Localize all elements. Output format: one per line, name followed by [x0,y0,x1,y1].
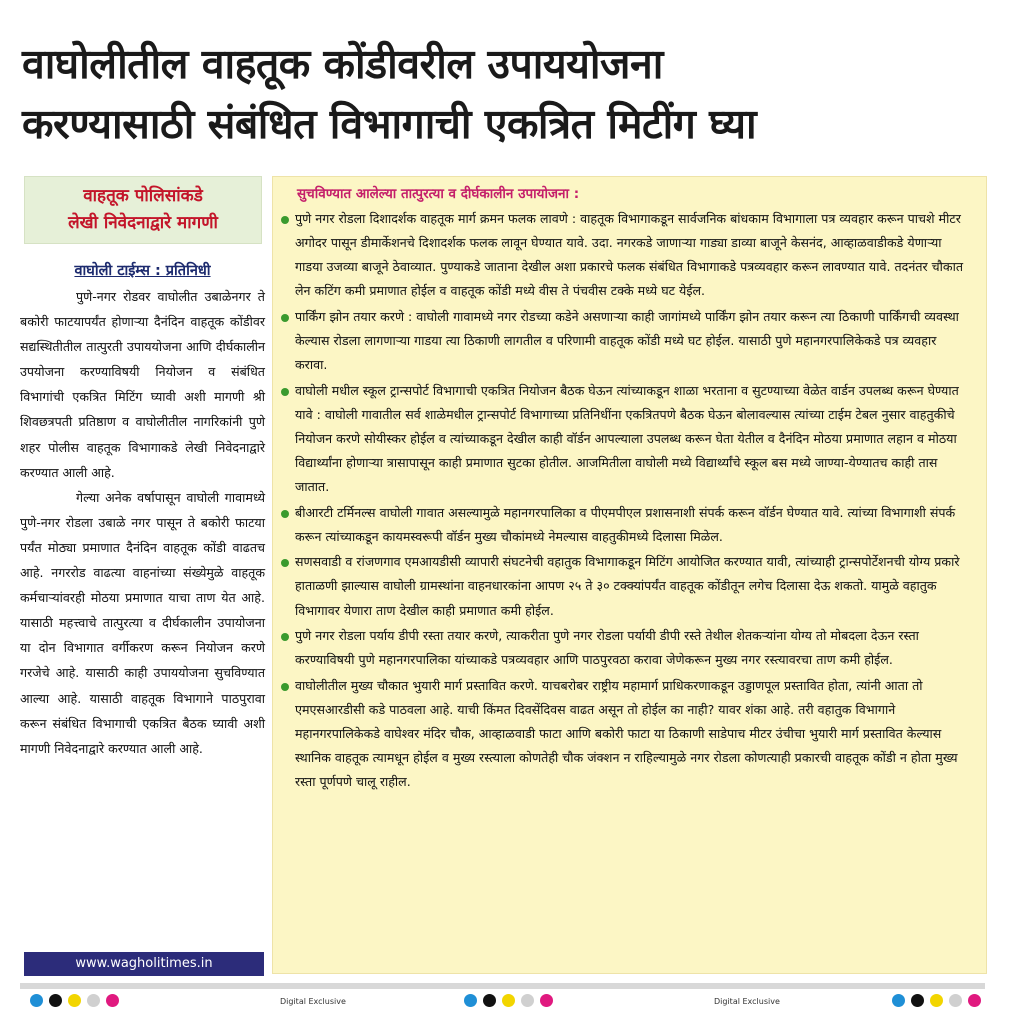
bullet-icon [281,314,289,322]
registration-dot [521,994,534,1007]
registration-dot [87,994,100,1007]
bullet-icon [281,216,289,224]
subheadline-line-1: वाहतूक पोलिसांकडे [83,186,203,206]
registration-dot [502,994,515,1007]
registration-marks-right [892,994,981,1007]
measure-item [283,379,972,499]
registration-dot [911,994,924,1007]
measure-item [283,207,972,303]
left-paragraph-1: पुणे-नगर रोडवर वाघोलीत उबाळेनगर ते बकोरी फाटयापर्यंत होणाऱ्या दैनंदिन वाहतूक कोंडीवर सद्यस्थितीतील तात्पुरती उपाययोजना आणि दीर्घकालीन उपयोजना करण्याविषयी नियोजन व संबंधित विभागांची एकत्रित मिटिंग घ्यावी अशी मागणी श्री शिवछत्रपती प्रतिष्ठाण व वाघोलीतील नागरिकांनी पुणे शहर पोलीस वाहतूक विभागाकडे लेखी निवेदनाद्वारे करण्यात आली आहे. [20,289,265,480]
measure-item [283,550,972,622]
registration-marks-left [30,994,119,1007]
bullet-icon [281,388,289,396]
measure-item [283,305,972,377]
measure-text: पार्किंग झोन तयार करणे : वाघोली गावामध्ये नगर रोडच्या कडेने असणाऱ्या काही जागांमध्ये पार्किंग झोन तयार करून त्या ठिकाणी पार्किंगची व्यवस्था केल्यास रोडला लागणाऱ्या गाडया त्या ठिकाणी लागतील व परिणामी वाहतूक कोंडी मध्ये घट होईल. यासाठी पुणे महानगरपालिकेकडे पत्र व्यवहार करावा. [295,308,959,373]
registration-marks-center [464,994,553,1007]
measure-text: पुणे नगर रोडला पर्याय डीपी रस्ता तयार करणे, त्याकरीता पुणे नगर रोडला पर्यायी डीपी रस्ते तेथील शेतकऱ्यांना योग्य तो मोबदला देऊन रस्ता करण्याविषयी पुणे महानगरपालिका यांच्याकडे पत्रव्यवहार आणि पाठपुरवठा करावा जेणेकरून मुख्य नगर रस्त्यावरचा ताण कमी होईल. [295,628,919,668]
headline-line-1: वाघोलीतील वाहतूक कोंडीवरील उपाययोजना [22,40,663,88]
registration-dot [968,994,981,1007]
byline: वाघोली टाईम्स : प्रतिनिधी [74,263,211,279]
measure-item [283,674,972,794]
measure-text: वाघोली मधील स्कूल ट्रान्सपोर्ट विभागाची एकत्रित नियोजन बैठक घेऊन त्यांच्याकडून शाळा भरताना व सुटण्याच्या वेळेत वार्डन उपलब्ध करून घेण्यात यावे : वाघोली गावातील सर्व शाळेमधील ट्रान्सपोर्ट विभागाच्या प्रतिनिधींना एकत्रितपणे बैठक घेऊन बोलावल्यास त्यांच्या टाईम टेबल नुसार वाहतुकीचे नियोजन करणे सोयीस्कर होईल व त्यांच्याकडून देखील काही वॉर्डन आपल्याला उपलब्ध करून घेता येतील व दैनंदिन मोठया प्रमाणात लहान व मोठया विद्यार्थ्यांना होणाऱ्या त्रासापासून काही प्रमाणात सुटका होतील. आजमितीला वाघोली मध्ये विद्यार्थ्यांचे स्कूल बस मध्ये जाण्या-येण्यातच काही तास जातात. [295,382,959,495]
measures-box [272,176,987,974]
measure-text: पुणे नगर रोडला दिशादर्शक वाहतूक मार्ग क्रमन फलक लावणे : वाहतूक विभागाकडून सार्वजनिक बांधकाम विभागाला पत्र व्यवहार करून पाचशे मीटर अगोदर पासून डीमार्केशनचे दिशादर्शक फलक लावून घेण्यात यावे. उदा. नगरकडे जाणाऱ्या गाड्या डाव्या बाजूने केसनंद, आव्हाळवाडीकडे येणाऱ्या गाडया उजव्या बाजूने ठेवाव्यात. पुण्याकडे जाताना देखील अशा प्रकारचे फलक संबंधित विभागाकडे पत्रव्यवहार करून लावण्यात यावे. तदनंतर चौकात लेन कटिंग कमी प्रमाणात होईल व वाहतूक कोंडी मध्ये वीस ते पंचवीस टक्के मध्ये घट येईल. [295,211,964,299]
headline [22,34,992,154]
registration-dot [930,994,943,1007]
measure-text: सणसवाडी व रांजणगाव एमआयडीसी व्यापारी संघटनेची वहातुक विभागाकडून मिटिंग आयोजित करण्यात यावी, त्यांच्याही ट्रान्सपोर्टेशनची योग्य प्रकारे हाताळणी झाल्यास वाघोली ग्रामस्थांना वाहनधारकांना आपण २५ ते ३० टक्क्यांपर्यंत वाहतूक कोंडीतून लगेच दिलासा देऊ शकतो. यामुळे वहातुक विभागावर येणारा ताण देखील काही प्रमाणात कमी होईल. [295,554,960,618]
bullet-icon [281,633,289,641]
registration-dot [949,994,962,1007]
footer-label-right: Digital Exclusive [714,997,780,1006]
subheadline-box [24,176,262,244]
headline-line-2: करण्यासाठी संबंधित विभागाची एकत्रित मिटींग घ्या [22,100,757,148]
registration-dot [464,994,477,1007]
registration-dot [892,994,905,1007]
measures-heading: सुचविण्यात आलेल्या तात्पुरत्या व दीर्घकालीन उपायोजना : [297,186,580,202]
registration-dot [106,994,119,1007]
measure-text: वाघोलीतील मुख्य चौकात भुयारी मार्ग प्रस्तावित करणे. याचबरोबर राष्ट्रीय महामार्ग प्राधिकरणाकडून उड्डाणपूल प्रस्तावित होता, त्यांनी आता तो एमएसआरडीसी कडे पाठवला आहे. याची किंमत दिवसेंदिवस वाढत असून तो होईल का नाही? यावर शंका आहे. तरी वहातुक विभागाने महानगरपालिकेकडे वाघेश्वर मंदिर चौक, आव्हाळवाडी फाटा आणि बकोरी फाटा या ठिकाणी साडेपाच मीटर उंचीचा भुयारी मार्ग प्रस्तावित केल्यास स्थानिक वाहतूक त्यामधून होईल व मुख्य रस्त्याला कोणतेही चौक जंक्शन न राहिल्यामुळे नगर रोडला कोणत्याही प्रकारची वाहतूक कोंडी न होता मुख्य रस्ता पूर्णपणे चालू राहील. [295,677,958,790]
left-paragraph-2: गेल्या अनेक वर्षापासून वाघोली गावामध्ये पुणे-नगर रोडला उबाळे नगर पासून ते बकोरी फाटया पर्यंत मोठ्या प्रमाणात दैनंदिन वाहतूक कोंडी वाढतच आहे. नगररोड वाढत्या वाहनांच्या संख्येमुळे वाहतूक कर्मचाऱ्यांवरही मोठया प्रमाणात याचा ताण येत आहे. यासाठी महत्त्वाचे तात्पुरत्या व दीर्घकालीन उपायोजना या दोन विभागात वर्गीकरण करून नियोजन करणे गरजेचे आहे. यासाठी काही उपाययोजना सुचविण्यात आल्या आहे. यासाठी वाहतूक विभागाने पाठपुरावा करून संबंधित विभागाची एकत्रित बैठक घ्यावी अशी मागणी निवेदनाद्वारे करण्यात आली आहे. [20,489,265,756]
registration-dot [68,994,81,1007]
registration-dot [483,994,496,1007]
bullet-icon [281,683,289,691]
registration-dot [49,994,62,1007]
measure-text: बीआरटी टर्मिनल्स वाघोली गावात असल्यामुळे महानगरपालिका व पीएमपीएल प्रशासनाशी संपर्क करून वॉर्डन घेण्यात यावे. त्यांच्या विभागाशी संपर्क करून त्यांच्याकडून कायमस्वरूपी वॉर्डन मुख्य चौकांमध्ये नेमल्यास वाहतुकीमध्ये दिलासा मिळेल. [295,504,956,544]
measure-item [283,624,972,672]
measure-item [283,501,972,549]
left-article-body [20,284,265,761]
website-link[interactable]: www.wagholitimes.in [24,952,264,976]
bullet-icon [281,510,289,518]
footer-divider [20,983,985,989]
left-column [20,176,265,976]
subheadline-line-2: लेखी निवेदनाद्वारे मागणी [68,213,218,233]
footer-label-left: Digital Exclusive [280,997,346,1006]
registration-dot [540,994,553,1007]
registration-dot [30,994,43,1007]
bullet-icon [281,559,289,567]
